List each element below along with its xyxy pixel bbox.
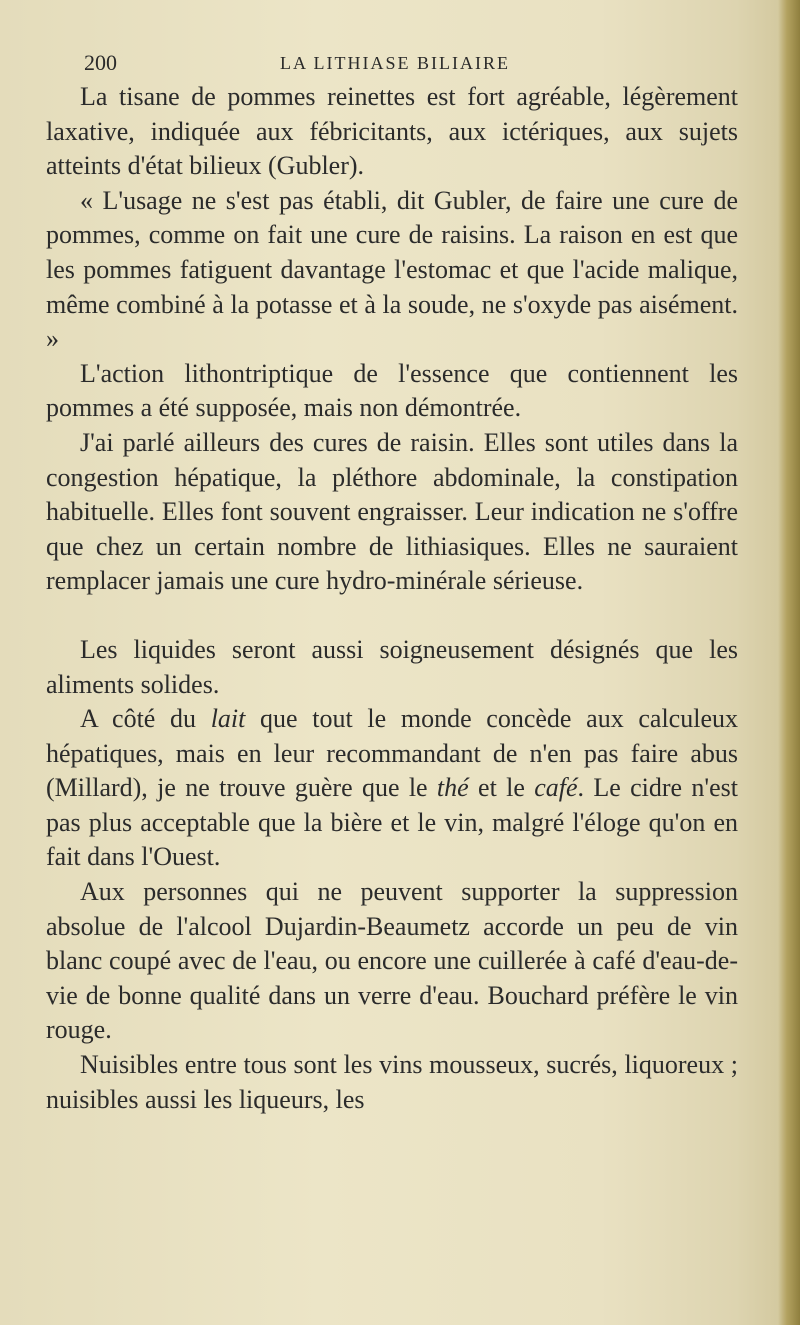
paragraph-tisane: La tisane de pommes reinettes est fort agréable, légèrement laxative, indiquée aux fébricitants, aux ictériques, aux sujets atteints d'état bilieux (Gubler). (46, 82, 738, 181)
running-head: LA LITHIASE BILIAIRE (280, 53, 510, 73)
lait-text-after: . Le cidre n'est pas plus acceptable que la bière et le vin, malgré l'éloge qu'on en fait dans l'Ouest. (46, 773, 739, 872)
lait-text-between: et le (468, 773, 535, 803)
page-edge-shadow (778, 0, 800, 1325)
paragraph-gubler-quote: « L'usage ne s'est pas établi, dit Gubler, de faire une cure de pommes, comme on fait une cure de raisins. La raison en est que les pommes fatiguent davantage l'estomac et que l'acide malique, même combiné à la potasse et à la soude, ne s'oxyde pas aisément. » (46, 185, 738, 354)
paragraph-nuisibles: Nuisibles entre tous sont les vins mousseux, sucrés, liquoreux ; nuisibles aussi les liqueurs, les (46, 1050, 738, 1114)
page-number: 200 (84, 50, 117, 75)
body-text (46, 80, 738, 1117)
paragraph-liquides: Les liquides seront aussi soigneusement désignés que les aliments solides. (46, 634, 738, 699)
page-header (84, 50, 724, 80)
lait-text-before: A côté du (80, 704, 211, 734)
paragraph-lait (46, 702, 738, 875)
lait-emphasis: lait (210, 704, 246, 734)
paragraph-raisin: J'ai parlé ailleurs des cures de raisin. Elles sont utiles dans la congestion hépatique, la pléthore abdominale, la constipation habituelle. Elles font souvent engraisser. Leur indication ne s'offre que chez un certain nombre de lithiasiques. Elles ne sauraient remplacer jamais une cure hydro-minérale sérieuse. (46, 427, 738, 596)
lait-text-middle: que tout le monde concède aux calculeux hépatiques, mais en leur recommandant de n'en pas faire abus (Millard), je ne trouve guère que le (46, 704, 738, 803)
paragraph-alcool: Aux personnes qui ne peuvent supporter la suppression absolue de l'alcool Dujardin-Beaumetz accorde un peu de vin blanc coupé avec de l'eau, ou encore une cuillerée à café d'eau-de-vie de bonne qualité dans un verre d'eau. Bouchard préfère le vin rouge. (46, 877, 738, 1045)
the-emphasis: thé (436, 773, 469, 803)
paragraph-lithontriptique: L'action lithontriptique de l'essence que contiennent les pommes a été supposée, mais non démontrée. (46, 358, 738, 423)
cafe-emphasis: café (534, 773, 578, 803)
